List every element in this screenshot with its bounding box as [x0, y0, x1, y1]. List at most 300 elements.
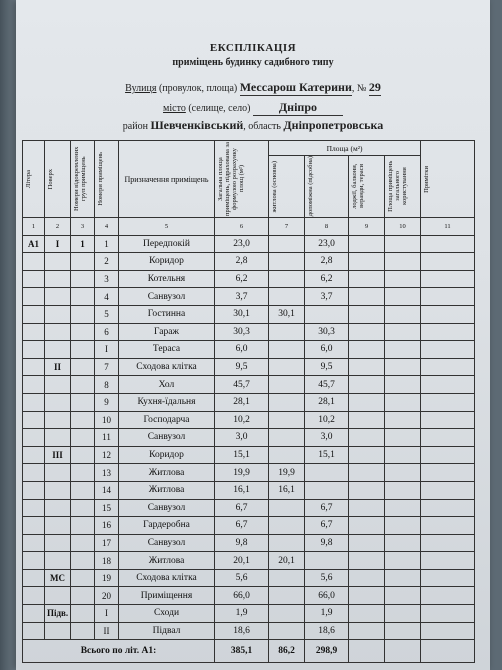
header-purpose: Призначення приміщень	[119, 141, 215, 218]
row-notes	[421, 587, 475, 605]
row-room-name: Тераса	[119, 341, 215, 359]
row-common-area	[385, 411, 421, 429]
col-number: 5	[119, 218, 215, 236]
row-notes	[421, 305, 475, 323]
explication-rows	[23, 235, 475, 640]
region-value: Дніпропетровська	[283, 118, 384, 132]
row-litera	[23, 341, 45, 359]
row-floor	[45, 587, 71, 605]
row-living-area	[269, 376, 305, 394]
row-room-name: Кухня-їдальня	[119, 393, 215, 411]
row-aux-area: 6,2	[305, 270, 349, 288]
row-floor	[45, 429, 71, 447]
row-total-area: 6,2	[215, 270, 269, 288]
city-suffix: (селище, село)	[188, 103, 251, 114]
table-row	[23, 464, 475, 482]
row-floor	[45, 552, 71, 570]
row-notes	[421, 464, 475, 482]
row-total-area: 28,1	[215, 393, 269, 411]
table-row	[23, 376, 475, 394]
row-litera	[23, 288, 45, 306]
row-balcony-area	[349, 288, 385, 306]
row-total-area: 2,8	[215, 253, 269, 271]
row-aux-area: 3,0	[305, 429, 349, 447]
row-balcony-area	[349, 464, 385, 482]
row-balcony-area	[349, 517, 385, 535]
row-room-name: Санвузол	[119, 499, 215, 517]
row-aux-area: 3,7	[305, 288, 349, 306]
street-value: Мессарош Катерини	[239, 80, 352, 94]
row-total-area: 19,9	[215, 464, 269, 482]
table-row	[23, 534, 475, 552]
row-balcony-area	[349, 341, 385, 359]
col-number: 2	[45, 218, 71, 236]
row-living-area	[269, 587, 305, 605]
row-group	[71, 534, 95, 552]
house-value: 29	[368, 80, 381, 94]
column-number-row	[23, 218, 475, 236]
row-room-name: Гардеробна	[119, 517, 215, 535]
row-group	[71, 288, 95, 306]
row-litera	[23, 411, 45, 429]
row-balcony-area	[349, 569, 385, 587]
street-label: Вулиця	[125, 83, 157, 94]
row-total-area: 23,0	[215, 235, 269, 253]
row-litera	[23, 622, 45, 640]
header-auxiliary: допоміжна (підсобна)	[307, 156, 314, 217]
row-common-area	[385, 235, 421, 253]
row-living-area	[269, 270, 305, 288]
table-row	[23, 358, 475, 376]
row-floor: Підв.	[45, 605, 71, 623]
row-group	[71, 552, 95, 570]
row-aux-area: 9,8	[305, 534, 349, 552]
row-floor	[45, 499, 71, 517]
row-room-number: 15	[95, 499, 119, 517]
row-notes	[421, 499, 475, 517]
row-living-area	[269, 569, 305, 587]
row-group	[71, 358, 95, 376]
total-row	[23, 640, 475, 663]
row-room-number: II	[95, 622, 119, 640]
row-total-area: 30,1	[215, 305, 269, 323]
row-litera	[23, 270, 45, 288]
row-aux-area: 66,0	[305, 587, 349, 605]
row-balcony-area	[349, 323, 385, 341]
row-balcony-area	[349, 411, 385, 429]
row-common-area	[385, 587, 421, 605]
row-group	[71, 341, 95, 359]
row-room-number: 10	[95, 411, 119, 429]
row-total-area: 45,7	[215, 376, 269, 394]
row-litera	[23, 587, 45, 605]
row-common-area	[385, 552, 421, 570]
row-litera	[23, 552, 45, 570]
row-floor	[45, 341, 71, 359]
row-floor	[45, 253, 71, 271]
row-notes	[421, 446, 475, 464]
row-litera	[23, 429, 45, 447]
row-common-area	[385, 376, 421, 394]
explication-table	[22, 140, 475, 663]
row-group	[71, 253, 95, 271]
row-aux-area: 28,1	[305, 393, 349, 411]
row-litera	[23, 358, 45, 376]
row-room-number: 1	[95, 235, 119, 253]
total-notes	[421, 640, 475, 663]
row-litera	[23, 481, 45, 499]
row-notes	[421, 288, 475, 306]
row-litera	[23, 305, 45, 323]
header-notes: Примітки	[423, 165, 431, 193]
row-living-area: 19,9	[269, 464, 305, 482]
row-room-name: Житлова	[119, 464, 215, 482]
row-litera	[23, 534, 45, 552]
row-litera	[23, 605, 45, 623]
row-living-area	[269, 534, 305, 552]
row-floor	[45, 622, 71, 640]
row-room-number: 14	[95, 481, 119, 499]
address-street-line	[16, 80, 490, 96]
row-living-area	[269, 323, 305, 341]
row-living-area	[269, 341, 305, 359]
row-living-area	[269, 499, 305, 517]
row-room-name: Коридор	[119, 253, 215, 271]
row-living-area	[269, 411, 305, 429]
row-common-area	[385, 393, 421, 411]
row-common-area	[385, 270, 421, 288]
row-floor	[45, 288, 71, 306]
row-common-area	[385, 305, 421, 323]
total-area-sum: 385,1	[215, 640, 269, 663]
table-row	[23, 429, 475, 447]
row-room-name: Коридор	[119, 446, 215, 464]
row-group	[71, 305, 95, 323]
col-number: 7	[269, 218, 305, 236]
row-floor	[45, 376, 71, 394]
row-room-name: Житлова	[119, 481, 215, 499]
row-balcony-area	[349, 622, 385, 640]
row-total-area: 3,7	[215, 288, 269, 306]
row-total-area: 6,0	[215, 341, 269, 359]
row-common-area	[385, 534, 421, 552]
row-aux-area: 5,6	[305, 569, 349, 587]
row-litera: А1	[23, 235, 45, 253]
street-suffix: (провулок, площа)	[158, 83, 238, 94]
row-room-name: Приміщення	[119, 587, 215, 605]
row-living-area	[269, 288, 305, 306]
col-number: 6	[215, 218, 269, 236]
row-room-name: Передпокій	[119, 235, 215, 253]
row-room-name: Сходова клітка	[119, 569, 215, 587]
col-number: 4	[95, 218, 119, 236]
row-total-area: 66,0	[215, 587, 269, 605]
header-total-area: Загальна площа приміщень, підрахована за формулою розрахунку площ (м²)	[217, 142, 245, 216]
row-floor	[45, 481, 71, 499]
table-row	[23, 481, 475, 499]
total-label: Всього по літ. А1:	[23, 640, 215, 663]
row-notes	[421, 605, 475, 623]
table-row	[23, 341, 475, 359]
binder-edge	[0, 0, 16, 670]
row-total-area: 18,6	[215, 622, 269, 640]
row-notes	[421, 517, 475, 535]
row-living-area	[269, 517, 305, 535]
row-group	[71, 622, 95, 640]
header-area-group: Площа (м²)	[269, 141, 421, 156]
header-poverkh: Поверх	[47, 168, 54, 190]
row-litera	[23, 499, 45, 517]
row-aux-area: 23,0	[305, 235, 349, 253]
row-notes	[421, 323, 475, 341]
row-balcony-area	[349, 552, 385, 570]
row-room-number: 8	[95, 376, 119, 394]
table-row	[23, 499, 475, 517]
row-notes	[421, 253, 475, 271]
row-balcony-area	[349, 393, 385, 411]
col-number: 9	[349, 218, 385, 236]
row-litera	[23, 376, 45, 394]
row-common-area	[385, 569, 421, 587]
table-row	[23, 235, 475, 253]
row-floor: МС	[45, 569, 71, 587]
table-row	[23, 569, 475, 587]
header-common: Площа приміщень загального користування	[387, 161, 408, 213]
row-litera	[23, 253, 45, 271]
row-aux-area: 45,7	[305, 376, 349, 394]
row-living-area	[269, 622, 305, 640]
col-number: 10	[385, 218, 421, 236]
row-group	[71, 517, 95, 535]
row-group	[71, 605, 95, 623]
row-room-name: Котельня	[119, 270, 215, 288]
row-total-area: 6,7	[215, 499, 269, 517]
row-room-number: 5	[95, 305, 119, 323]
district-label: район	[122, 121, 148, 132]
row-balcony-area	[349, 376, 385, 394]
row-room-number: 7	[95, 358, 119, 376]
row-room-number: I	[95, 341, 119, 359]
row-common-area	[385, 481, 421, 499]
row-group: 1	[71, 235, 95, 253]
city-label: місто	[163, 103, 186, 114]
total-aux-sum: 298,9	[305, 640, 349, 663]
row-room-number: I	[95, 605, 119, 623]
row-aux-area: 30,3	[305, 323, 349, 341]
row-living-area	[269, 235, 305, 253]
row-group	[71, 376, 95, 394]
row-litera	[23, 517, 45, 535]
row-litera	[23, 393, 45, 411]
row-living-area	[269, 358, 305, 376]
row-total-area: 10,2	[215, 411, 269, 429]
row-litera	[23, 446, 45, 464]
row-room-name: Підвал	[119, 622, 215, 640]
row-common-area	[385, 499, 421, 517]
row-total-area: 5,6	[215, 569, 269, 587]
row-balcony-area	[349, 235, 385, 253]
row-room-name: Санвузол	[119, 429, 215, 447]
row-notes	[421, 358, 475, 376]
row-living-area: 30,1	[269, 305, 305, 323]
row-total-area: 16,1	[215, 481, 269, 499]
row-group	[71, 481, 95, 499]
house-label: , №	[351, 83, 367, 94]
region-label: , область	[243, 121, 281, 132]
total-living-sum: 86,2	[269, 640, 305, 663]
row-common-area	[385, 517, 421, 535]
row-total-area: 6,7	[215, 517, 269, 535]
row-common-area	[385, 622, 421, 640]
row-common-area	[385, 446, 421, 464]
row-room-name: Сходи	[119, 605, 215, 623]
table-row	[23, 253, 475, 271]
row-common-area	[385, 288, 421, 306]
row-room-number: 6	[95, 323, 119, 341]
address-district-line	[16, 118, 490, 133]
row-balcony-area	[349, 587, 385, 605]
table-row	[23, 587, 475, 605]
col-number: 8	[305, 218, 349, 236]
row-aux-area: 1,9	[305, 605, 349, 623]
col-number: 3	[71, 218, 95, 236]
row-litera	[23, 569, 45, 587]
row-aux-area: 9,5	[305, 358, 349, 376]
row-aux-area	[305, 464, 349, 482]
row-room-name: Сходова клітка	[119, 358, 215, 376]
row-floor	[45, 534, 71, 552]
row-balcony-area	[349, 305, 385, 323]
row-room-number: 20	[95, 587, 119, 605]
row-room-name: Санвузол	[119, 288, 215, 306]
row-balcony-area	[349, 534, 385, 552]
table-row	[23, 323, 475, 341]
row-group	[71, 270, 95, 288]
header-group: Номери відокремлених груп приміщень	[73, 146, 87, 212]
table-row	[23, 446, 475, 464]
table-row	[23, 517, 475, 535]
row-balcony-area	[349, 481, 385, 499]
row-living-area	[269, 253, 305, 271]
row-living-area	[269, 446, 305, 464]
row-aux-area: 6,7	[305, 499, 349, 517]
row-balcony-area	[349, 499, 385, 517]
row-aux-area: 6,7	[305, 517, 349, 535]
row-common-area	[385, 464, 421, 482]
row-total-area: 20,1	[215, 552, 269, 570]
row-group	[71, 446, 95, 464]
row-floor	[45, 270, 71, 288]
row-aux-area: 10,2	[305, 411, 349, 429]
row-group	[71, 587, 95, 605]
row-balcony-area	[349, 358, 385, 376]
row-litera	[23, 464, 45, 482]
document-sheet	[16, 0, 490, 670]
document-title: ЕКСПЛІКАЦІЯ	[209, 42, 297, 54]
district-value: Шевченківський	[150, 118, 244, 132]
row-common-area	[385, 341, 421, 359]
row-group	[71, 323, 95, 341]
row-room-number: 11	[95, 429, 119, 447]
row-floor: І	[45, 235, 71, 253]
row-floor	[45, 393, 71, 411]
row-floor: ІІ	[45, 358, 71, 376]
row-balcony-area	[349, 446, 385, 464]
table-row	[23, 411, 475, 429]
row-total-area: 15,1	[215, 446, 269, 464]
row-group	[71, 569, 95, 587]
row-floor	[45, 464, 71, 482]
row-living-area: 20,1	[269, 552, 305, 570]
table-row	[23, 270, 475, 288]
row-room-number: 13	[95, 464, 119, 482]
row-room-number: 19	[95, 569, 119, 587]
row-living-area	[269, 393, 305, 411]
row-notes	[421, 622, 475, 640]
row-common-area	[385, 429, 421, 447]
row-notes	[421, 552, 475, 570]
row-notes	[421, 534, 475, 552]
header-room-no: Номери приміщень	[97, 152, 104, 206]
row-room-name: Санвузол	[119, 534, 215, 552]
row-room-name: Гараж	[119, 323, 215, 341]
header-living: житлова (основна)	[271, 160, 278, 213]
row-aux-area: 18,6	[305, 622, 349, 640]
row-notes	[421, 235, 475, 253]
row-aux-area: 6,0	[305, 341, 349, 359]
row-room-number: 12	[95, 446, 119, 464]
table-row	[23, 552, 475, 570]
header-litera: Літера	[25, 169, 32, 189]
row-room-name: Гостинна	[119, 305, 215, 323]
row-floor	[45, 305, 71, 323]
total-common-sum	[385, 640, 421, 663]
row-room-name: Господарча	[119, 411, 215, 429]
row-aux-area: 15,1	[305, 446, 349, 464]
table-row	[23, 622, 475, 640]
header-balcony: лоджії, балкони, веранди, тераси	[351, 164, 365, 210]
row-litera	[23, 323, 45, 341]
row-group	[71, 464, 95, 482]
city-value: Дніпро	[253, 100, 343, 116]
row-aux-area	[305, 305, 349, 323]
row-floor	[45, 411, 71, 429]
row-room-number: 3	[95, 270, 119, 288]
row-balcony-area	[349, 429, 385, 447]
row-notes	[421, 376, 475, 394]
row-common-area	[385, 323, 421, 341]
row-aux-area	[305, 552, 349, 570]
row-aux-area: 2,8	[305, 253, 349, 271]
row-aux-area	[305, 481, 349, 499]
row-notes	[421, 429, 475, 447]
row-room-number: 18	[95, 552, 119, 570]
row-balcony-area	[349, 270, 385, 288]
row-notes	[421, 411, 475, 429]
row-notes	[421, 393, 475, 411]
col-number: 11	[421, 218, 475, 236]
table-row	[23, 605, 475, 623]
row-room-name: Хол	[119, 376, 215, 394]
row-living-area: 16,1	[269, 481, 305, 499]
col-number: 1	[23, 218, 45, 236]
row-group	[71, 429, 95, 447]
row-group	[71, 411, 95, 429]
row-room-number: 17	[95, 534, 119, 552]
row-common-area	[385, 605, 421, 623]
row-total-area: 3,0	[215, 429, 269, 447]
row-total-area: 9,8	[215, 534, 269, 552]
